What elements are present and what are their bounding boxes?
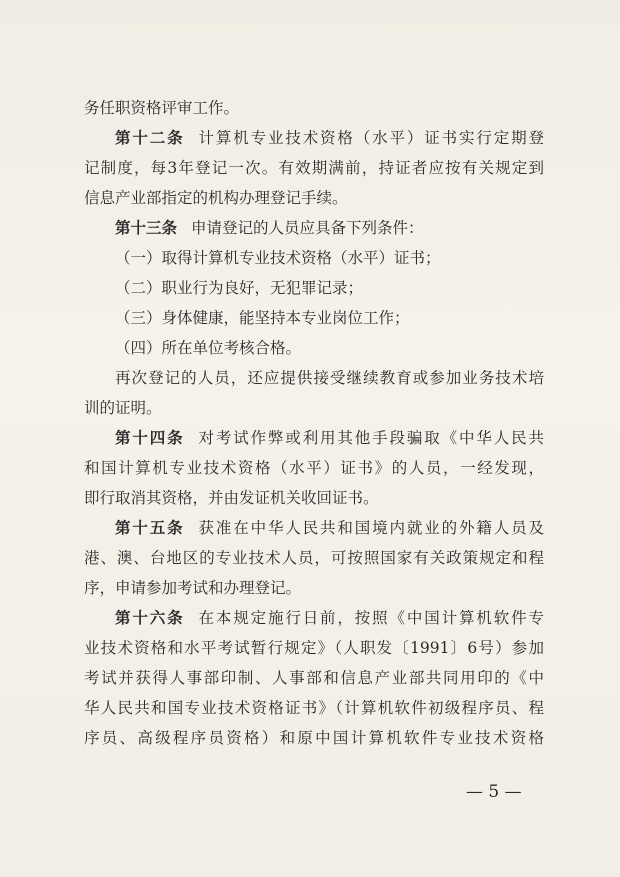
line-text: 训的证明。	[84, 399, 162, 417]
line-text: 华人民共和国专业技术资格证书》（计算机软件初级程序员、程	[84, 699, 544, 717]
line-text: 对考试作弊或利用其他手段骗取《中华人民共	[198, 429, 544, 447]
line-text: 计算机专业技术资格（水平）证书实行定期登	[198, 129, 544, 147]
text-line	[84, 543, 544, 573]
article-14-line	[84, 423, 544, 453]
line-text: 再次登记的人员，还应提供接受继续教育或参加业务技术培	[115, 369, 544, 387]
line-text: 考试并获得人事部印制、人事部和信息产业部共同用印的《中	[84, 669, 544, 687]
article-13-line	[84, 213, 544, 243]
article-15-line	[84, 513, 544, 543]
line-text: 业技术资格和水平考试暂行规定》（人职发〔1991〕6号）参加	[84, 639, 544, 657]
list-item	[84, 273, 544, 303]
article-heading: 第十四条	[115, 429, 185, 447]
line-text: 信息产业部指定的机构办理登记手续。	[84, 189, 348, 207]
text-line	[84, 663, 544, 693]
line-text: 港、澳、台地区的专业技术人员，可按照国家有关政策规定和程	[84, 549, 544, 567]
line-text: 序员、高级程序员资格）和原中国计算机软件专业技术资格	[84, 729, 544, 747]
list-item	[84, 243, 544, 273]
line-text: 记制度，每3年登记一次。有效期满前，持证者应按有关规定到	[84, 159, 544, 177]
list-item	[84, 303, 544, 333]
text-line	[84, 723, 544, 753]
line-text: 在本规定施行日前，按照《中国计算机软件专	[198, 609, 544, 627]
text-line	[84, 453, 544, 483]
line-text: （二）职业行为良好，无犯罪记录；	[115, 279, 364, 297]
article-heading: 第十二条	[115, 129, 185, 147]
line-text: 即行取消其资格，并由发证机关收回证书。	[84, 489, 379, 507]
text-line	[84, 693, 544, 723]
page-number: — 5 —	[466, 782, 522, 802]
document-body	[84, 93, 544, 753]
text-line	[84, 153, 544, 183]
text-line	[84, 363, 544, 393]
line-text: （一）取得计算机专业技术资格（水平）证书；	[115, 249, 441, 267]
text-line	[84, 483, 544, 513]
text-line	[84, 393, 544, 423]
article-heading: 第十五条	[115, 519, 185, 537]
line-text: （三）身体健康，能坚持本专业岗位工作；	[115, 309, 410, 327]
line-text: 务任职资格评审工作。	[84, 99, 240, 117]
text-line	[84, 183, 544, 213]
article-16-line	[84, 603, 544, 633]
list-item	[84, 333, 544, 363]
article-heading: 第十六条	[115, 609, 185, 627]
text-line	[84, 93, 544, 123]
article-heading: 第十三条	[115, 219, 178, 237]
article-12-line	[84, 123, 544, 153]
line-text: 获准在中华人民共和国境内就业的外籍人员及	[198, 519, 544, 537]
text-line	[84, 573, 544, 603]
line-text: 申请登记的人员应具备下列条件：	[191, 219, 424, 237]
line-text: 序，申请参加考试和办理登记。	[84, 579, 302, 597]
line-text: （四）所在单位考核合格。	[115, 339, 302, 357]
text-line	[84, 633, 544, 663]
line-text: 和国计算机专业技术资格（水平）证书》的人员，一经发现，	[84, 459, 544, 477]
